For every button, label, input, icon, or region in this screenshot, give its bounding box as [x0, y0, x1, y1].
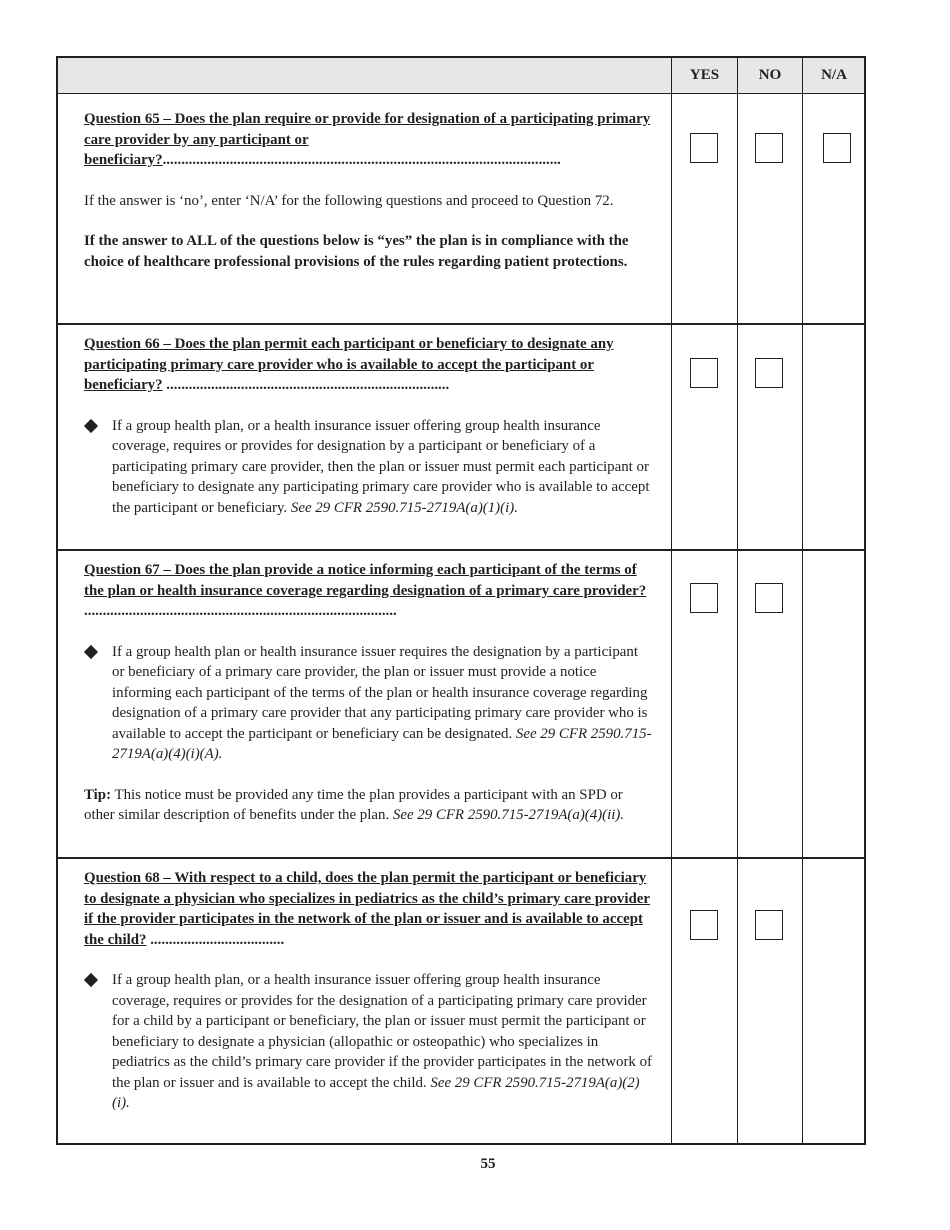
col-header-no: NO [758, 67, 782, 83]
question-67-tip: Tip: This notice must be provided any time the plan provides a participant with an SPD or other similar description of benefits under the plan. See 29 CFR 2590.715-2719A(a)(4)(ii). [84, 786, 625, 823]
q67-yes-checkbox[interactable] [690, 583, 718, 613]
q66-citation: See 29 CFR 2590.715-2719A(a)(1)(i). [290, 499, 518, 516]
question-68-title: Question 68 – With respect to a child, does the plan permit the participant or beneficiary to designate a physician who specializes in pediatrics as the child’s primary care provider if the provider participates in the network of the plan or issuer and is available to accept the child? .................................... [84, 870, 650, 948]
col-header-na: N/A [821, 67, 847, 83]
page-number: 55 [480, 1156, 496, 1172]
row-divider [58, 857, 864, 859]
question-68-bullet: If a group health plan, or a health insurance issuer offering group health insurance coverage, requires or provides for the designation of a participating primary care provider for a child by a participant or beneficiary, the plan or issuer must permit the participant or beneficiary to designate a physician (allopathic or osteopathic) who specializes in pediatrics as the child’s primary care provider if the provider participates in the network of the plan or issuer and is available to accept the child. See 29 CFR 2590.715-2719A(a)(2)(i). [84, 970, 654, 1114]
question-67-title: Question 67 – Does the plan provide a notice informing each participant of the terms of the plan or health insurance coverage regarding designation of a primary care provider? .................................................................................... [84, 562, 647, 619]
q65-no-checkbox[interactable] [755, 133, 783, 163]
question-65 [84, 109, 654, 272]
row-divider [58, 323, 864, 325]
q68-citation: See 29 CFR 2590.715-2719A(a)(2)(i). [112, 1074, 640, 1111]
column-divider [737, 58, 738, 1143]
question-67-bullet: If a group health plan or health insurance issuer requires the designation by a participant or beneficiary of a primary care provider, the plan or issuer must provide a notice informing each participant of the terms of the plan or health insurance coverage regarding designation of a primary care provider that any participating primary care provider who is available to accept the participant or beneficiary can be designated. See 29 CFR 2590.715-2719A(a)(4)(i)(A). [84, 642, 654, 765]
q67-citation: See 29 CFR 2590.715-2719A(a)(4)(i)(A). [112, 725, 652, 762]
bullet-diamond-icon [84, 973, 98, 987]
question-67 [84, 560, 654, 826]
table-header [58, 58, 864, 94]
q66-yes-checkbox[interactable] [690, 358, 718, 388]
q65-yes-checkbox[interactable] [690, 133, 718, 163]
q65-na-checkbox[interactable] [823, 133, 851, 163]
q68-no-checkbox[interactable] [755, 910, 783, 940]
question-66-title: Question 66 – Does the plan permit each participant or beneficiary to designate any participating primary care provider who is available to accept the participant or beneficiary? ............................................................................ [84, 336, 614, 393]
row-divider [58, 549, 864, 551]
column-divider [671, 58, 672, 1143]
questionnaire-table [56, 56, 866, 1145]
question-65-note: If the answer is ‘no’, enter ‘N/A’ for the following questions and proceed to Question 72. [84, 192, 614, 209]
question-65-compliance-note: If the answer to ALL of the questions below is “yes” the plan is in compliance with the choice of healthcare professional provisions of the rules regarding patient protections. [84, 233, 629, 270]
q68-yes-checkbox[interactable] [690, 910, 718, 940]
question-65-title: Question 65 – Does the plan require or provide for designation of a participating primary care provider by any participant or beneficiary?........................................................................................................... [84, 111, 651, 168]
bullet-diamond-icon [84, 418, 98, 432]
question-68 [84, 868, 654, 1114]
column-divider [802, 58, 803, 1143]
q67-no-checkbox[interactable] [755, 583, 783, 613]
q66-no-checkbox[interactable] [755, 358, 783, 388]
col-header-yes: YES [689, 67, 720, 83]
bullet-diamond-icon [84, 644, 98, 658]
question-66 [84, 334, 654, 518]
question-66-bullet: If a group health plan, or a health insurance issuer offering group health insurance coverage, requires or provides for designation by a participant or beneficiary of a participating primary care provider, then the plan or issuer must permit each participant or beneficiary to designate any participating primary care provider who is available to accept the participant or beneficiary. See 29 CFR 2590.715-2719A(a)(1)(i). [84, 416, 654, 519]
